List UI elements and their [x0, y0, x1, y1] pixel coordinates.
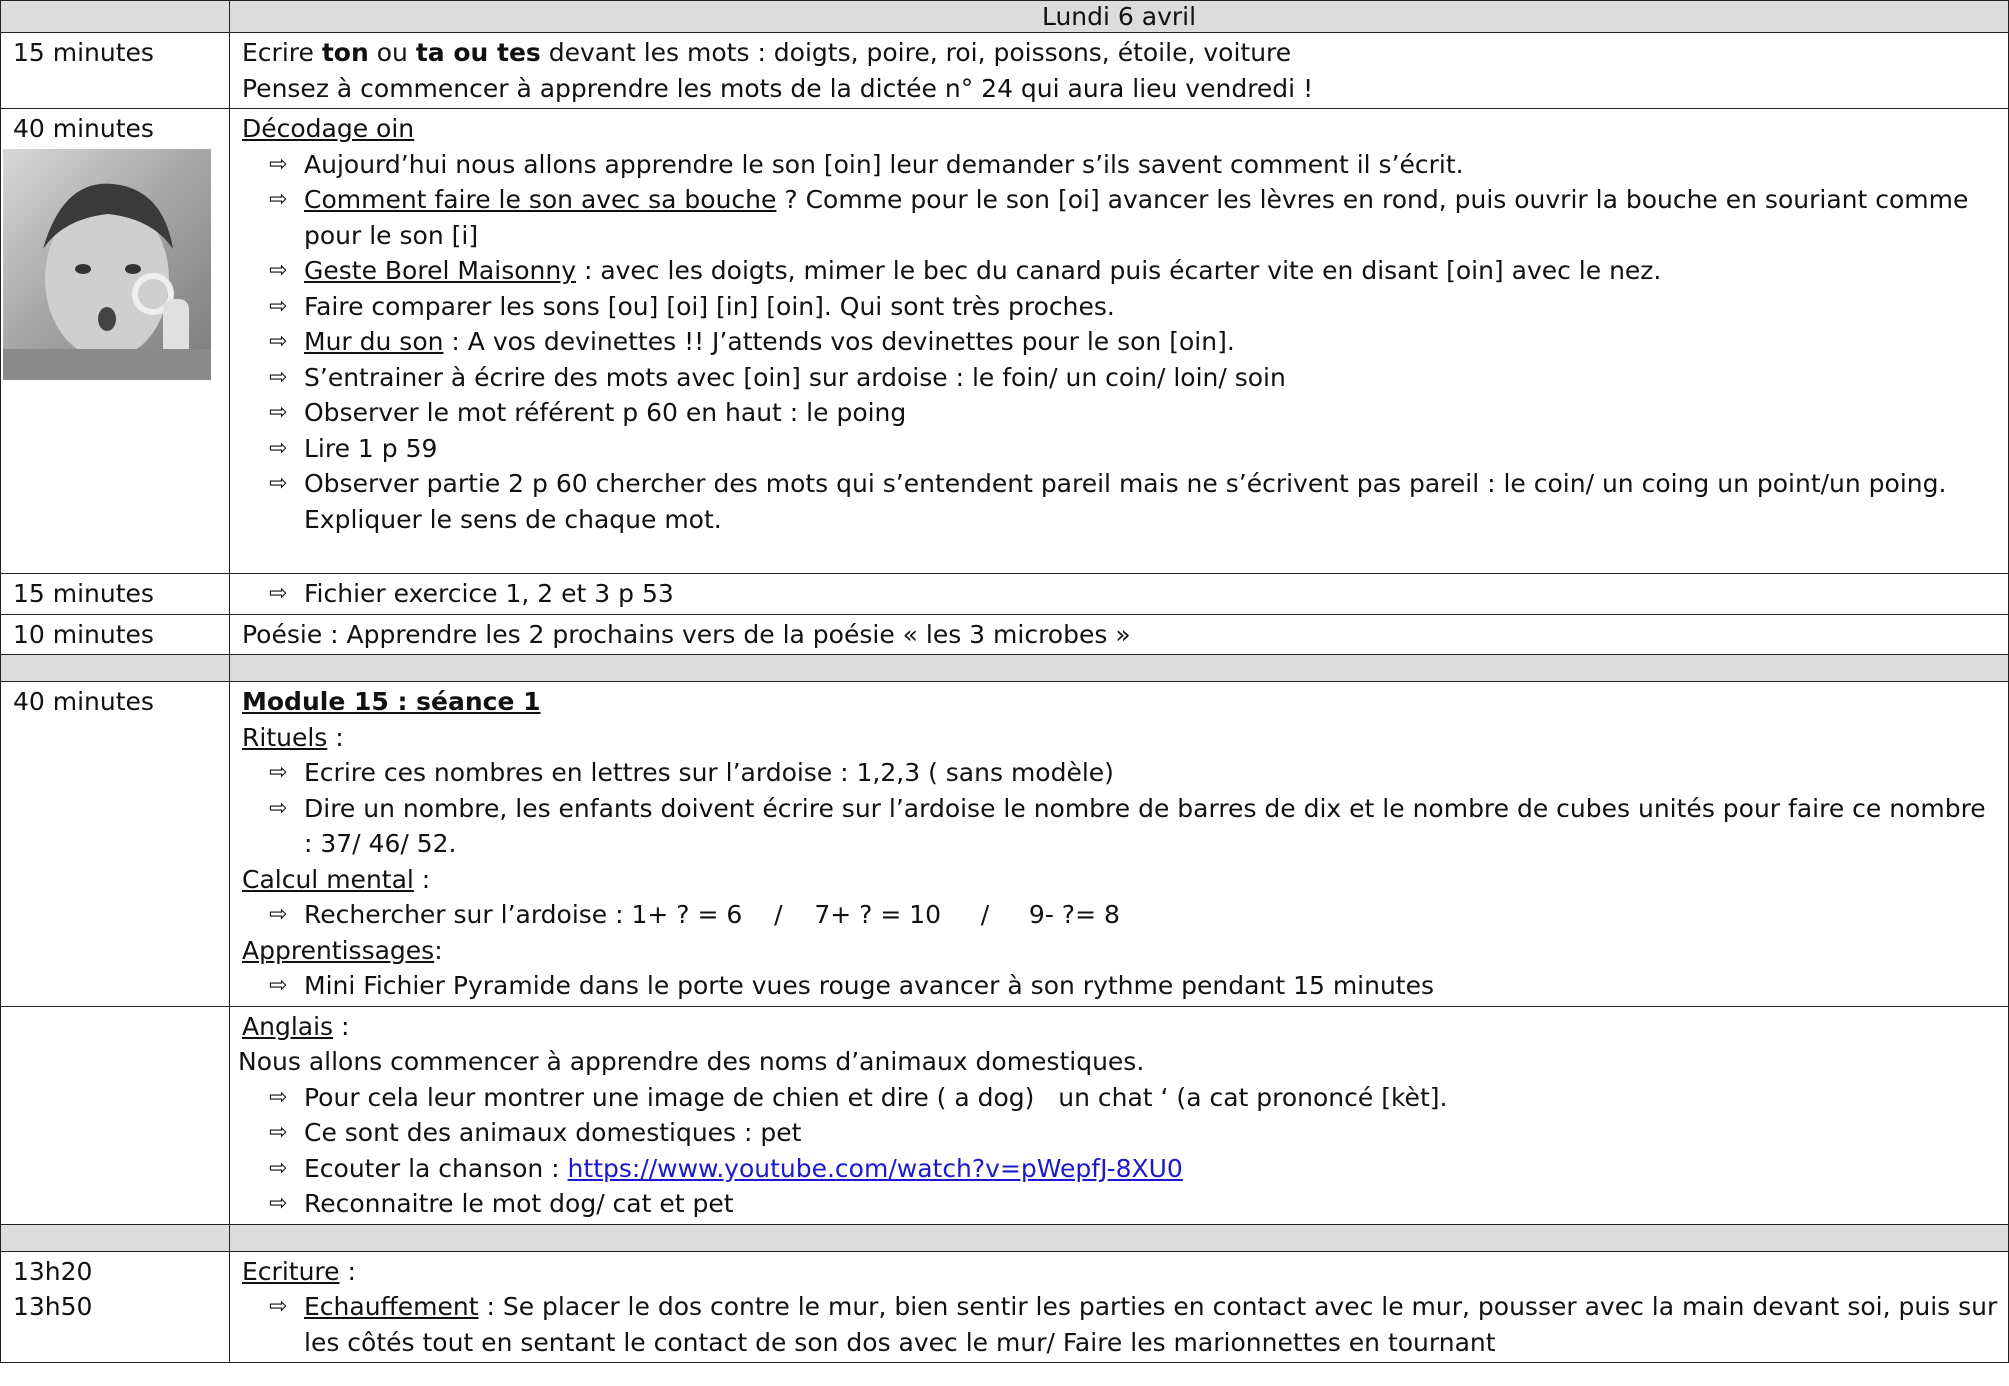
content-cell: [230, 1251, 2009, 1363]
item-text: : avec les doigts, mimer le bec du canard puis écarter vite en disant [oin] avec le nez.: [576, 256, 1662, 285]
item-text: Ecrire ces nombres en lettres sur l’ardoise : 1,2,3 ( sans modèle): [304, 758, 1114, 787]
item-text: : Se placer le dos contre le mur, bien sentir les parties en contact avec le mur, pousser avec la main devant soi, puis sur les côtés tout en sentant le contact de son dos avec le mur/ Faire les marionnettes en tournant: [304, 1292, 1998, 1357]
subheading: [242, 862, 2000, 898]
content-cell: [230, 574, 2009, 615]
bullet-list: [242, 897, 2000, 933]
child-gesture-photo: [3, 149, 211, 380]
arrow-icon: ⇨: [269, 760, 288, 785]
photo-icon: [3, 149, 211, 380]
header-empty-cell: [1, 1, 230, 33]
item-text: Ce sont des animaux domestiques : pet: [304, 1118, 802, 1147]
arrow-icon: ⇨: [269, 400, 288, 425]
item-text: Lire 1 p 59: [304, 433, 438, 463]
list-item: [269, 289, 2000, 325]
table-row: [1, 574, 2009, 615]
arrow-icon: ⇨: [269, 471, 288, 496]
bullet-list: [242, 968, 2000, 1004]
arrow-icon: ⇨: [269, 1294, 288, 1319]
bold-text: ton: [321, 38, 369, 67]
text: :: [333, 1011, 350, 1041]
item-text: Pour cela leur montrer une image de chien et dire ( a dog) un chat ‘ (a cat prononcé [kèt].: [304, 1082, 1448, 1112]
youtube-link[interactable]: https://www.youtube.com/watch?v=pWepfJ-8XU0: [567, 1153, 1183, 1183]
item-text: Observer le mot référent p 60 en haut : le poing: [304, 398, 907, 427]
list-item: [269, 466, 2000, 537]
list-item: [269, 1151, 2000, 1187]
subheading-label: Rituels: [242, 722, 328, 752]
bullet-list: [242, 576, 2000, 612]
item-underlined: Comment faire le son avec sa bouche: [304, 185, 777, 214]
section-title: [242, 684, 2000, 720]
subheading: [242, 1009, 2000, 1045]
table-row: [1, 614, 2009, 655]
time-cell: 10 minutes: [1, 614, 230, 655]
list-item: [269, 897, 2000, 933]
text: :: [434, 935, 443, 965]
table-row: [1, 1006, 2009, 1224]
item-underlined: Mur du son: [304, 327, 444, 356]
list-item: [269, 1115, 2000, 1151]
text: :: [327, 722, 344, 752]
separator-cell: [230, 655, 2009, 682]
arrow-icon: ⇨: [269, 435, 288, 461]
arrow-icon: ⇨: [269, 902, 288, 927]
text-line: Pensez à commencer à apprendre les mots de la dictée n° 24 qui aura lieu vendredi !: [242, 73, 1314, 103]
arrow-icon: ⇨: [269, 1084, 288, 1110]
time-cell: 15 minutes: [1, 574, 230, 615]
item-text: Aujourd’hui nous allons apprendre le son [oin] leur demander s’ils savent comment il s’écrit.: [304, 149, 1464, 179]
item-text: Faire comparer les sons [ou] [oi] [in] [oin]. Qui sont très proches.: [304, 291, 1115, 321]
item-text: Rechercher sur l’ardoise : 1+ ? = 6 / 7+ ? = 10 / 9- ?= 8: [304, 900, 1120, 929]
item-text: Dire un nombre, les enfants doivent écrire sur l’ardoise le nombre de barres de dix et le nombre de cubes unités pour faire ce nombre : 37/ 46/ 52.: [304, 793, 1986, 858]
text: :: [339, 1256, 356, 1286]
subheading: [242, 933, 2000, 969]
bullet-list: [242, 147, 2000, 538]
item-text: Ecouter la chanson :: [304, 1153, 568, 1183]
section-title: Décodage oin: [242, 114, 415, 143]
list-item: [269, 182, 2000, 253]
text: ou: [368, 38, 416, 67]
separator-row: [1, 1224, 2009, 1251]
separator-cell: [230, 1224, 2009, 1251]
text: devant les mots : doigts, poire, roi, poissons, étoile, voiture: [540, 38, 1292, 67]
arrow-icon: ⇨: [269, 973, 288, 998]
list-item: [269, 1186, 2000, 1222]
bold-title: Module 15 : séance 1: [242, 687, 541, 716]
arrow-icon: ⇨: [269, 329, 288, 354]
text: Ecrire: [242, 38, 322, 67]
item-text: Observer partie 2 p 60 chercher des mots qui s’entendent pareil mais ne s’écrivent pas pareil : le coin/ un coing un point/un poing. Expliquer le sens de chaque mot.: [304, 469, 1947, 534]
bold-text: ta ou tes: [415, 38, 541, 67]
list-item: [269, 253, 2000, 289]
bullet-list: [242, 755, 2000, 862]
content-cell: [230, 109, 2009, 574]
arrow-icon: ⇨: [269, 1120, 288, 1145]
time-label: 13h50: [13, 1292, 93, 1321]
list-item: [269, 1080, 2000, 1116]
time-cell: 15 minutes: [1, 33, 230, 109]
arrow-icon: ⇨: [269, 187, 288, 212]
arrow-icon: ⇨: [269, 364, 288, 390]
subheading-label: Calcul mental: [242, 864, 414, 894]
item-text: S’entrainer à écrire des mots avec [oin] sur ardoise : le foin/ un coin/ loin/ soin: [304, 362, 1286, 392]
content-cell: [230, 33, 2009, 109]
table-row: [1, 33, 2009, 109]
arrow-icon: ⇨: [269, 581, 288, 606]
header-day: Lundi 6 avril: [230, 1, 2009, 33]
content-cell: Poésie : Apprendre les 2 prochains vers de la poésie « les 3 microbes »: [230, 614, 2009, 655]
list-item: [269, 431, 2000, 467]
list-item: [269, 968, 2000, 1004]
item-text: Mini Fichier Pyramide dans le porte vues rouge avancer à son rythme pendant 15 minutes: [304, 971, 1435, 1000]
text-line: [242, 35, 2000, 71]
item-text: ? Comme pour le son [oi] avancer les lèvres en rond, puis ouvrir la bouche en souriant comme pour le son [i]: [304, 185, 1969, 250]
subheading: [242, 720, 2000, 756]
item-text: : A vos devinettes !! J’attends vos devinettes pour le son [oin].: [443, 327, 1235, 356]
time-label: 40 minutes: [13, 114, 154, 143]
time-cell: [1, 1251, 230, 1363]
subheading-label: Anglais: [242, 1011, 334, 1041]
subheading: [242, 1254, 2000, 1290]
list-item: [269, 395, 2000, 431]
list-item: [269, 324, 2000, 360]
list-item: [269, 147, 2000, 183]
time-cell: 40 minutes: [1, 682, 230, 1007]
item-underlined: Echauffement: [304, 1292, 479, 1321]
time-cell: [1, 1006, 230, 1224]
header-row: [1, 1, 2009, 33]
item-text: Fichier exercice 1, 2 et 3 p 53: [304, 579, 674, 608]
arrow-icon: ⇨: [269, 1155, 288, 1181]
subheading-label: Ecriture: [242, 1256, 340, 1286]
arrow-icon: ⇨: [269, 151, 288, 177]
separator-row: [1, 655, 2009, 682]
arrow-icon: ⇨: [269, 258, 288, 283]
arrow-icon: ⇨: [269, 795, 288, 821]
list-item: [269, 755, 2000, 791]
list-item: [269, 791, 2000, 862]
table-row: [1, 109, 2009, 574]
item-underlined: Geste Borel Maisonny: [304, 256, 576, 285]
text-line: Nous allons commencer à apprendre des noms d’animaux domestiques.: [238, 1047, 1145, 1076]
item-text: Reconnaitre le mot dog/ cat et pet: [304, 1189, 734, 1218]
content-cell: [230, 682, 2009, 1007]
subheading-label: Apprentissages: [242, 935, 435, 965]
time-label: 13h20: [13, 1256, 93, 1286]
list-item: [269, 1289, 2000, 1360]
table-row: [1, 682, 2009, 1007]
list-item: [269, 576, 2000, 612]
list-item: [269, 360, 2000, 396]
separator-cell: [1, 655, 230, 682]
time-cell: [1, 109, 230, 574]
bullet-list: [242, 1080, 2000, 1222]
separator-cell: [1, 1224, 230, 1251]
bullet-list: [242, 1289, 2000, 1360]
text: :: [413, 864, 431, 894]
arrow-icon: ⇨: [269, 293, 288, 319]
table-row: [1, 1251, 2009, 1363]
arrow-icon: ⇨: [269, 1191, 288, 1216]
content-cell: [230, 1006, 2009, 1224]
